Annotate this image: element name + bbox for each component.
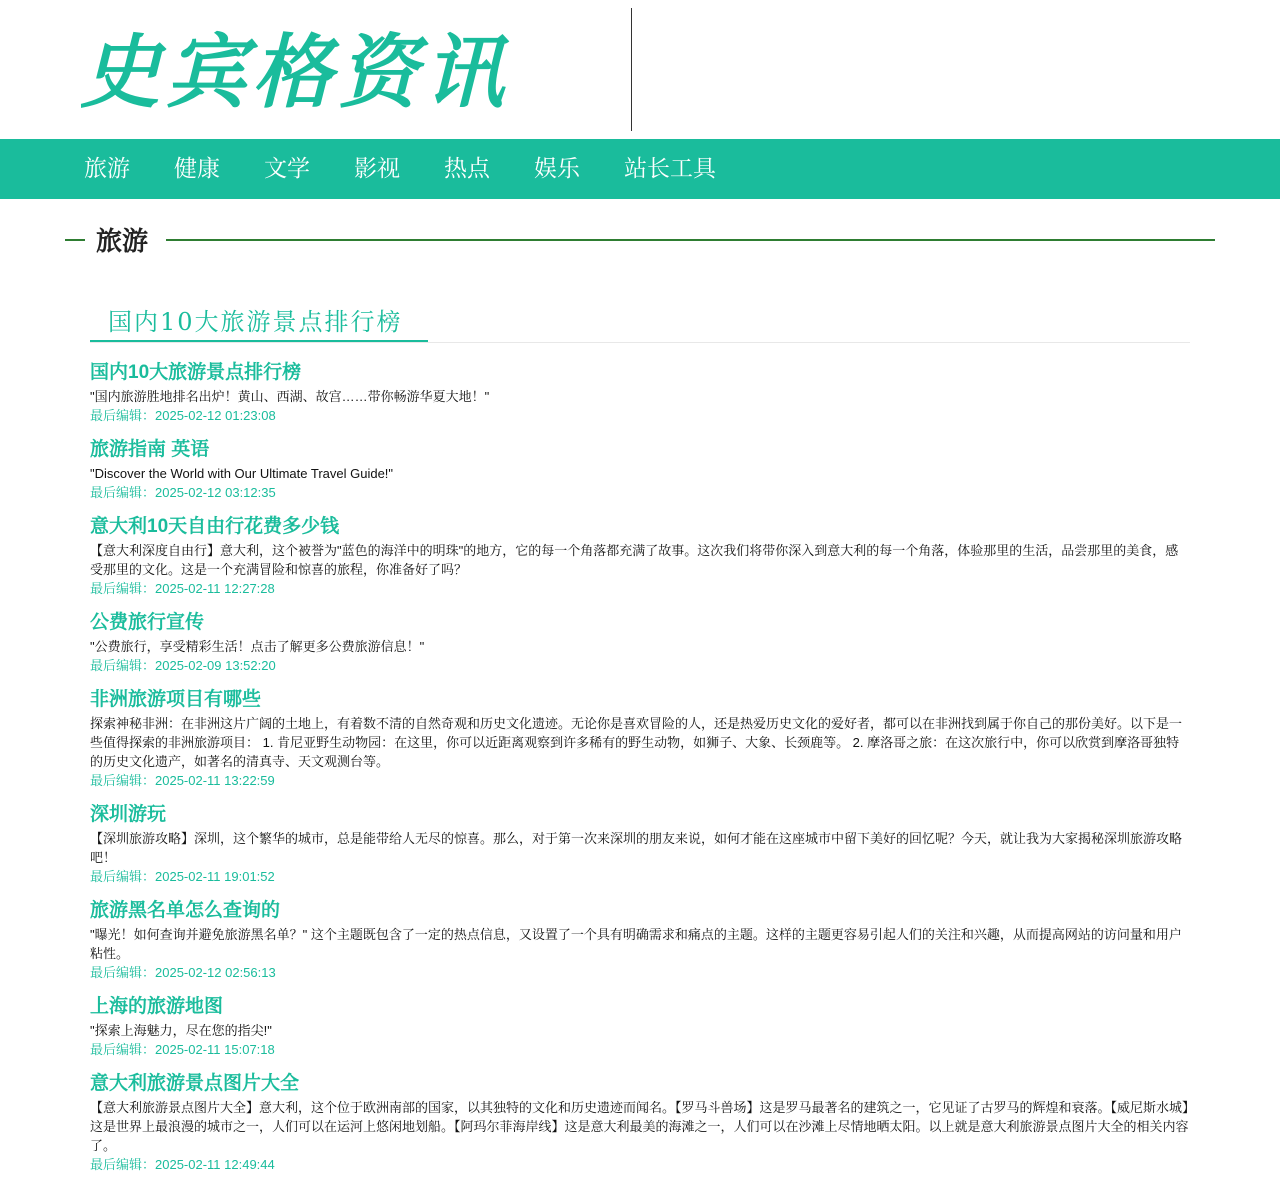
- article-title-link[interactable]: 上海的旅游地图: [90, 996, 224, 1017]
- nav-item-health[interactable]: 健康: [174, 156, 220, 182]
- main-nav: [0, 139, 1280, 199]
- article-summary: "探索上海魅力，尽在您的指尖!": [90, 1023, 272, 1038]
- article-last-edited: 最后编辑：2025-02-11 19:01:52: [90, 869, 275, 884]
- header-divider: [631, 8, 632, 131]
- article-title-link[interactable]: 非洲旅游项目有哪些: [90, 689, 262, 710]
- list-item: [90, 513, 1190, 598]
- article-last-edited: 最后编辑：2025-02-12 03:12:35: [90, 485, 276, 500]
- nav-item-travel[interactable]: 旅游: [84, 156, 130, 182]
- article-title-link[interactable]: 旅游指南 英语: [90, 439, 210, 460]
- article-summary: "国内旅游胜地排名出炉！黄山、西湖、故宫……带你畅游华夏大地！": [90, 389, 490, 404]
- ranking-header: [90, 300, 1190, 343]
- section-rule-right: [166, 239, 1215, 241]
- nav-item-film[interactable]: 影视: [354, 156, 400, 182]
- nav-item-literature[interactable]: 文学: [264, 156, 310, 182]
- article-title-link[interactable]: 深圳游玩: [90, 804, 167, 825]
- article-last-edited: 最后编辑：2025-02-11 12:49:44: [90, 1157, 275, 1172]
- site-logo[interactable]: 史宾格资讯: [80, 25, 510, 119]
- article-summary: 探索神秘非洲：在非洲这片广阔的土地上，有着数不清的自然奇观和历史文化遗迹。无论你是喜欢冒险的人，还是热爱历史文化的爱好者，都可以在非洲找到属于你自己的那份美好。以下是一些值得探索的非洲旅游项目： 1. 肯尼亚野生动物园：在这里，你可以近距离观察到许多稀有的野生动物，如狮子、大象、长颈鹿等。 2. 摩洛哥之旅：在这次旅行中，你可以欣赏到摩洛哥独特的历史文化遗产，如著名的清真寺、天文观测台等。: [90, 716, 1183, 769]
- article-list: [90, 359, 1190, 1174]
- list-item: [90, 436, 1190, 502]
- main-content: [90, 300, 1190, 1174]
- ranking-title: 国内10大旅游景点排行榜: [90, 304, 428, 342]
- list-item: [90, 609, 1190, 675]
- article-title-link[interactable]: 国内10大旅游景点排行榜: [90, 362, 302, 383]
- list-item: [90, 993, 1190, 1059]
- article-summary: 【意大利旅游景点图片大全】意大利，这个位于欧洲南部的国家，以其独特的文化和历史遗迹而闻名。【罗马斗兽场】这是罗马最著名的建筑之一，它见证了古罗马的辉煌和衰落。【威尼斯水城】这是世界上最浪漫的城市之一，人们可以在运河上悠闲地划船。【阿玛尔菲海岸线】这是意大利最美的海滩之一，人们可以在沙滩上尽情地晒太阳。以上就是意大利旅游景点图片大全的相关内容了。: [90, 1100, 1189, 1153]
- section-header: [0, 199, 1280, 283]
- nav-item-webmaster-tools[interactable]: 站长工具: [624, 156, 716, 182]
- article-title-link[interactable]: 旅游黑名单怎么查询的: [90, 900, 281, 921]
- article-last-edited: 最后编辑：2025-02-11 12:27:28: [90, 581, 275, 596]
- article-title-link[interactable]: 意大利旅游景点图片大全: [90, 1073, 300, 1094]
- article-title-link[interactable]: 意大利10天自由行花费多少钱: [90, 516, 340, 537]
- nav-item-entertainment[interactable]: 娱乐: [534, 156, 580, 182]
- article-last-edited: 最后编辑：2025-02-11 13:22:59: [90, 773, 275, 788]
- list-item: [90, 801, 1190, 886]
- article-title-link[interactable]: 公费旅行宣传: [90, 612, 205, 633]
- section-title: 旅游: [96, 227, 149, 257]
- site-header: [0, 0, 1280, 139]
- article-summary: 【深圳旅游攻略】深圳，这个繁华的城市，总是能带给人无尽的惊喜。那么，对于第一次来深圳的朋友来说，如何才能在这座城市中留下美好的回忆呢？今天，就让我为大家揭秘深圳旅游攻略吧！: [90, 831, 1183, 865]
- article-last-edited: 最后编辑：2025-02-09 13:52:20: [90, 658, 276, 673]
- article-summary: "Discover the World with Our Ultimate Travel Guide!": [90, 466, 394, 481]
- list-item: [90, 359, 1190, 425]
- list-item: [90, 686, 1190, 790]
- article-last-edited: 最后编辑：2025-02-12 02:56:13: [90, 965, 276, 980]
- article-summary: "公费旅行，享受精彩生活！点击了解更多公费旅游信息！": [90, 639, 425, 654]
- article-summary: 【意大利深度自由行】意大利，这个被誉为"蓝色的海洋中的明珠"的地方，它的每一个角落都充满了故事。这次我们将带你深入到意大利的每一个角落，体验那里的生活，品尝那里的美食，感受那里的文化。这是一个充满冒险和惊喜的旅程，你准备好了吗？: [90, 543, 1179, 577]
- section-rule-left: [65, 239, 85, 241]
- list-item: [90, 897, 1190, 982]
- article-summary: "曝光！如何查询并避免旅游黑名单？" 这个主题既包含了一定的热点信息，又设置了一个具有明确需求和痛点的主题。这样的主题更容易引起人们的关注和兴趣，从而提高网站的访问量和用户粘性。: [90, 927, 1182, 961]
- nav-item-hot[interactable]: 热点: [444, 156, 490, 182]
- article-last-edited: 最后编辑：2025-02-11 15:07:18: [90, 1042, 275, 1057]
- list-item: [90, 1070, 1190, 1174]
- article-last-edited: 最后编辑：2025-02-12 01:23:08: [90, 408, 276, 423]
